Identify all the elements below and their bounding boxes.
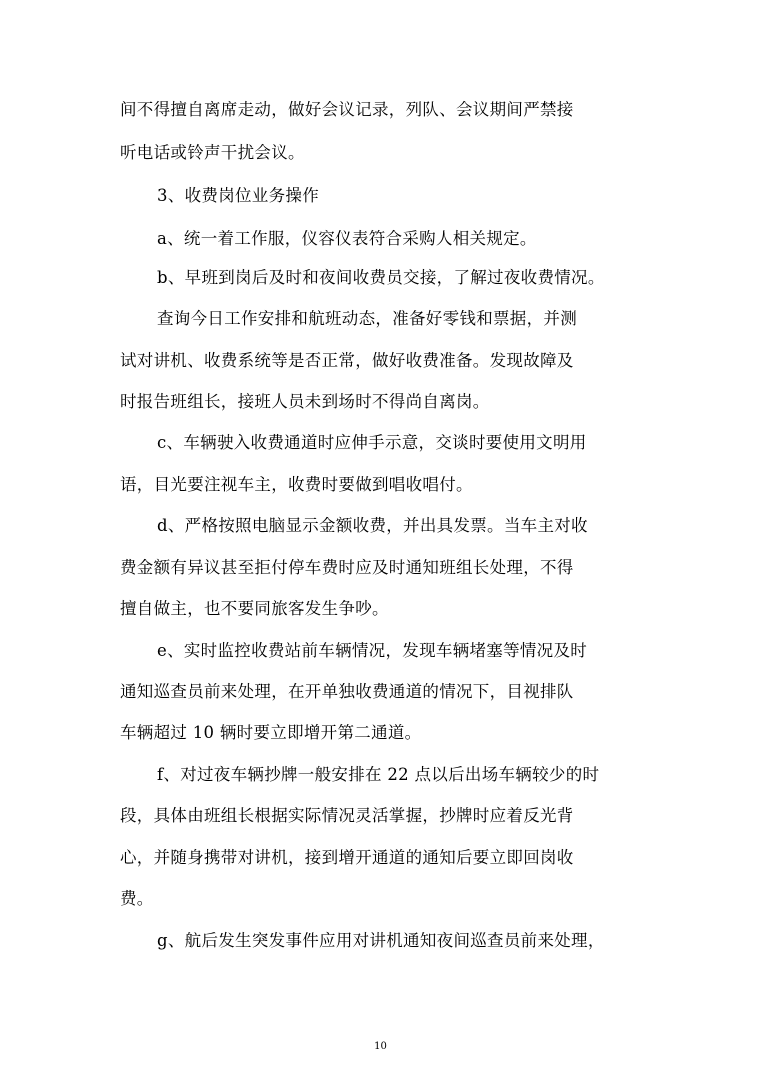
body-line-15: 通知巡查员前来处理，在开单独收费通道的情况下，目视排队 <box>120 682 574 701</box>
body-line-7: 试对讲机、收费系统等是否正常，做好收费准备。发现故障及 <box>120 351 574 370</box>
body-line-21: g、航后发生突发事件应用对讲机通知夜间巡查员前来处理， <box>157 931 605 950</box>
body-line-10: 语，目光要注视车主，收费时要做到唱收唱付。 <box>120 475 473 494</box>
body-line-11: d、严格按照电脑显示金额收费，并出具发票。当车主对收 <box>157 516 588 535</box>
page-number: 10 <box>374 1041 387 1052</box>
body-line-17: f、对过夜车辆抄牌一般安排在 22 点以后出场车辆较少的时 <box>157 765 600 784</box>
body-line-18: 段，具体由班组长根据实际情况灵活掌握，抄牌时应着反光背 <box>120 806 574 825</box>
body-line-20: 费。 <box>120 889 154 908</box>
body-line-2: 听电话或铃声干扰会议。 <box>120 143 305 162</box>
body-line-4: a、统一着工作服，仪容仪表符合采购人相关规定。 <box>157 229 537 248</box>
body-line-16: 车辆超过 10 辆时要立即增开第二通道。 <box>120 723 422 742</box>
body-line-1: 间不得擅自离席走动，做好会议记录，列队、会议期间严禁接 <box>120 100 574 119</box>
body-line-13: 擅自做主，也不要同旅客发生争吵。 <box>120 599 389 618</box>
body-line-14: e、实时监控收费站前车辆情况，发现车辆堵塞等情况及时 <box>157 641 588 660</box>
body-line-12: 费金额有异议甚至拒付停车费时应及时通知班组长处理，不得 <box>120 558 574 577</box>
body-line-5: b、早班到岗后及时和夜间收费员交接，了解过夜收费情况。 <box>157 268 605 287</box>
body-line-19: 心，并随身携带对讲机，接到增开通道的通知后要立即回岗收 <box>120 848 574 867</box>
body-line-9: c、车辆驶入收费通道时应伸手示意，交谈时要使用文明用 <box>157 433 587 452</box>
section-heading: 3、收费岗位业务操作 <box>157 186 319 205</box>
body-line-6: 查询今日工作安排和航班动态，准备好零钱和票据，并测 <box>157 309 577 328</box>
body-line-8: 时报告班组长，接班人员未到场时不得尚自离岗。 <box>120 392 490 411</box>
